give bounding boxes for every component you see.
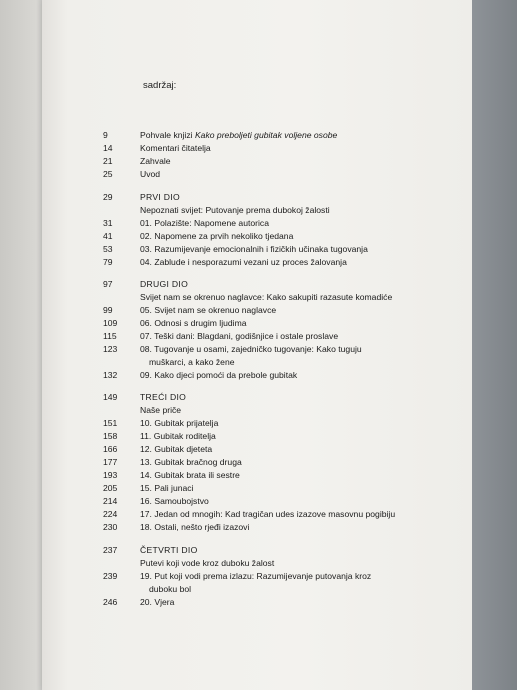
part-title: DRUGI DIO [140,279,189,289]
page-number: 79 [103,257,113,267]
toc-entry [0,456,470,469]
part-subtitle-row [0,557,470,570]
toc-entry [0,521,470,534]
page-number: 53 [103,244,113,254]
toc-entry [0,142,470,155]
entry-title: 04. Zablude i nesporazumi vezani uz proces žalovanja [140,257,347,267]
toc-entry [0,317,470,330]
part-title: PRVI DIO [140,192,180,202]
entry-title: 05. Svijet nam se okrenuo naglavce [140,305,277,315]
part-subtitle-row [0,291,470,304]
toc-entry [0,217,470,230]
part-title: ČETVRTI DIO [140,545,198,555]
entry-title: 19. Put koji vodi prema izlazu: Razumijevanje putovanja kroz [140,571,372,581]
toc-entry [0,230,470,243]
toc-entry [0,256,470,269]
entry-title: 20. Vjera [140,597,175,607]
page-number: 224 [103,509,118,519]
entry-title: 11. Gubitak roditelja [140,431,216,441]
entry-title: 12. Gubitak djeteta [140,444,213,454]
part-title: TREĆI DIO [140,392,187,402]
toc-entry [0,417,470,430]
entry-title: 02. Napomene za prvih nekoliko tjedana [140,231,294,241]
toc-entry [0,430,470,443]
page-number: 193 [103,470,118,480]
part-subtitle: Nepoznati svijet: Putovanje prema dubokoj žalosti [140,205,330,215]
page-number: 41 [103,231,113,241]
entry-title: 16. Samoubojstvo [140,496,209,506]
entry-title: 07. Teški dani: Blagdani, godišnjice i ostale proslave [140,331,339,341]
toc-entry [0,343,470,356]
entry-text: Pohvale knjizi [140,130,195,140]
toc-entry [0,168,470,181]
toc-entry [0,482,470,495]
entry-title: Uvod [140,169,161,179]
toc-entry [0,469,470,482]
entry-title: 10. Gubitak prijatelja [140,418,219,428]
page-number: 166 [103,444,118,454]
page-number: 31 [103,218,113,228]
toc-entry [0,443,470,456]
entry-title: Zahvale [140,156,171,166]
page-number: 151 [103,418,118,428]
page-number: 29 [103,192,113,202]
toc-entry [0,495,470,508]
page-number: 214 [103,496,118,506]
part-subtitle: Naše priče [140,405,182,415]
entry-book-title: Kako preboljeti gubitak voljene osobe [194,130,338,140]
part-subtitle: Svijet nam se okrenuo naglavce: Kako sakupiti razasute komadiće [140,292,393,302]
page-number: 239 [103,571,118,581]
page-number: 21 [103,156,113,166]
page-number: 9 [103,130,108,140]
page-number: 109 [103,318,118,328]
toc-heading: sadržaj: [143,80,177,91]
page-number: 246 [103,597,118,607]
toc-entry [0,369,470,382]
part-subtitle-row [0,204,470,217]
part-heading [0,544,470,557]
page-number: 149 [103,392,118,402]
part-subtitle-row [0,404,470,417]
page-number: 25 [103,169,113,179]
toc-entry [0,243,470,256]
toc-entry-continuation [0,356,470,369]
page-number: 158 [103,431,118,441]
page-number: 99 [103,305,113,315]
entry-title: 14. Gubitak brata ili sestre [140,470,240,480]
toc-entry [0,155,470,168]
entry-title: 18. Ostali, nešto rjeđi izazovi [140,522,250,532]
page-number: 115 [103,331,117,341]
toc-entry [0,330,470,343]
page-number: 132 [103,370,118,380]
page-number: 14 [103,143,113,153]
toc-entry [0,596,470,609]
toc-entry [0,304,470,317]
part-subtitle: Putevi koji vode kroz duboku žalost [140,558,275,568]
entry-title: 17. Jedan od mnogih: Kad tragičan udes izazove masovnu pogibiju [140,509,396,519]
toc-entry-continuation [0,583,470,596]
page-number: 123 [103,344,118,354]
entry-title: 09. Kako djeci pomoći da prebole gubitak [140,370,298,380]
page-number: 237 [103,545,118,555]
page-number: 230 [103,522,118,532]
entry-title: Komentari čitatelja [140,143,211,153]
page-number: 205 [103,483,118,493]
part-heading [0,191,470,204]
entry-title: 13. Gubitak bračnog druga [140,457,242,467]
toc-entry [0,570,470,583]
entry-title: 15. Pali junaci [140,483,194,493]
entry-title: 08. Tugovanje u osami, zajedničko tugovanje: Kako tuguju [140,344,362,354]
entry-title-continuation: muškarci, a kako žene [149,357,235,367]
page-number: 177 [103,457,118,467]
part-heading [0,278,470,291]
entry-title: 03. Razumijevanje emocionalnih i fizičkih učinaka tugovanja [140,244,368,254]
entry-title: 06. Odnosi s drugim ljudima [140,318,247,328]
toc-entry [0,129,470,142]
part-heading [0,391,470,404]
toc-entry [0,508,470,521]
entry-title-continuation: duboku bol [149,584,192,594]
page-number: 97 [103,279,113,289]
entry-title: 01. Polazište: Napomene autorica [140,218,269,228]
entry-title [140,129,337,142]
